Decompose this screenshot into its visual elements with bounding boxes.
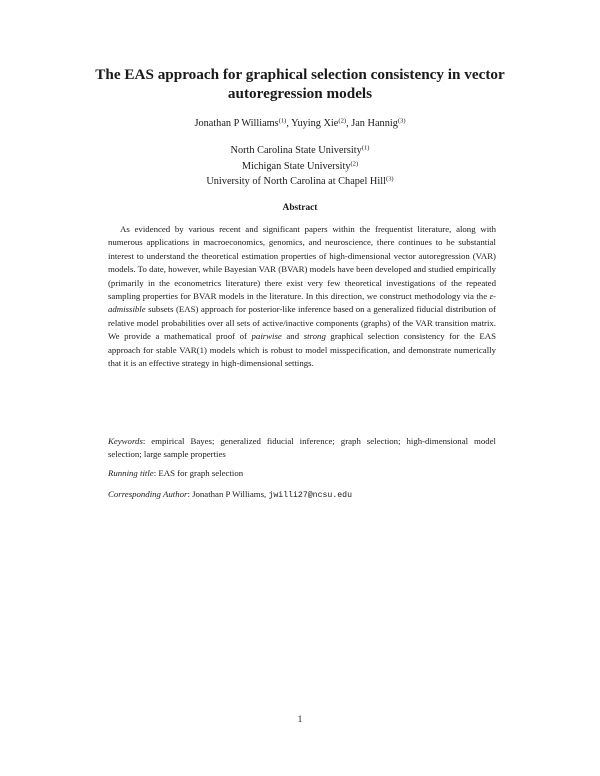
author-name: Jan Hannig [351, 118, 398, 129]
affiliation-list [60, 143, 540, 190]
abstract-text: subsets (EAS) approach for posterior-like inference based on a generalized fiducial distribution of relative model probabilities over all sets of active/inactive components (graphs) of the VAR transition matrix. We provide a mathematical proof of [108, 304, 496, 342]
author-affiliation-mark: (3) [397, 117, 406, 125]
author-affiliation-mark: (1) [278, 117, 287, 125]
abstract-heading: Abstract [282, 203, 318, 213]
affiliation [60, 174, 540, 190]
author-separator: , [346, 118, 352, 129]
corresponding-author [108, 488, 496, 502]
affiliation-name: Michigan State University [241, 160, 351, 172]
author-separator: , [286, 118, 292, 129]
corresponding-author-email[interactable]: jwilli27@ncsu.edu [268, 491, 352, 500]
abstract-emphasis: strong [303, 331, 326, 342]
affiliation [60, 159, 540, 175]
corresponding-author-label: Corresponding Author [108, 489, 188, 499]
abstract-emphasis: ε-admissible [108, 291, 496, 315]
abstract-text: As evidenced by various recent and significant papers within the frequentist literature, along with numerous applications in macroeconomics, genomics, and neuroscience, there continues to be substantial interest to understand the theoretical estimation properties of high-dimensional vector autoregression (VAR) models. To date, however, while Bayesian VAR (BVAR) models have been developed and studied empirically (primarily in the econometrics literature) there exist very few theoretical investigations of the repeated sampling properties for BVAR models in the literature. In this direction, we construct methodology via the [108, 224, 496, 302]
title-line-2: autoregression models [227, 84, 373, 102]
affiliation-mark: (1) [361, 144, 370, 152]
running-title [108, 467, 496, 480]
abstract-body [108, 223, 496, 370]
affiliation-mark: (3) [385, 175, 394, 183]
author-affiliation-mark: (2) [338, 117, 347, 125]
keywords-text: : empirical Bayes; generalized fiducial inference; graph selection; high-dimensional model selection; large sample properties [108, 436, 496, 460]
abstract-text: and [281, 331, 304, 342]
running-title-label: Running title [108, 468, 154, 478]
affiliation-name: North Carolina State University [230, 145, 362, 156]
author-name: Jonathan P Williams [194, 118, 279, 129]
keywords-label: Keywords [108, 436, 143, 446]
affiliation-mark: (2) [350, 160, 359, 167]
abstract-emphasis: pairwise [251, 331, 282, 342]
affiliation [60, 143, 540, 159]
title-line-1: The EAS approach for graphical selection consistency in vector [95, 66, 505, 83]
affiliation-name: University of North Carolina at Chapel Hill [206, 176, 386, 187]
abstract-text: graphical selection consistency for the EAS approach for stable VAR(1) models which is robust to model misspecification, and demonstrate numerically that it is an effective strategy in high-dimensional settings. [108, 331, 496, 369]
corresponding-author-text: : Jonathan P Williams, [187, 489, 269, 499]
running-title-text: : EAS for graph selection [153, 468, 244, 478]
keywords [108, 435, 496, 462]
author-list [60, 117, 540, 130]
author-name: Yuying Xie [291, 118, 339, 129]
page-number: 1 [297, 715, 303, 725]
paper-title [60, 66, 540, 103]
